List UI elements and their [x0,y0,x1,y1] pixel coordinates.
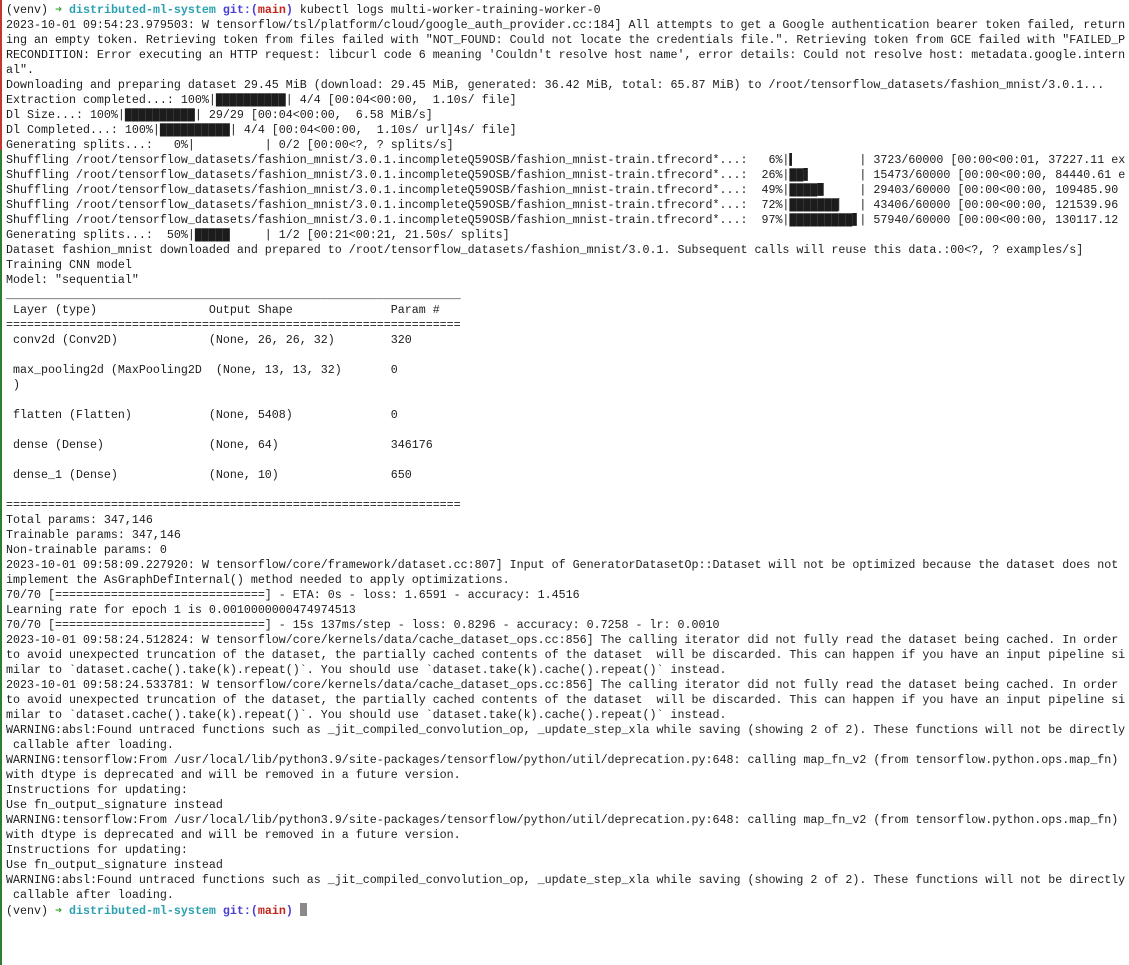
log-line: Learning rate for epoch 1 is 0.0010000000474974513 [6,603,356,617]
log-line: implement the AsGraphDefInternal() method needed to apply optimizations. [6,573,510,587]
venv-label: (venv) [6,904,55,918]
command-prompt-line [6,3,1129,18]
prompt-arrow-icon: ➜ [54,3,62,17]
log-line: Extraction completed...: 100%|██████████| 4/4 [00:04<00:00, 1.10s/ file] [6,93,517,107]
log-line: Use fn_output_signature instead [6,858,223,872]
log-line: 2023-10-01 09:58:09.227920: W tensorflow/core/framework/dataset.cc:807] Input of GeneratorDatasetOp::Dataset will not be optimized because the dataset does not [6,558,1119,572]
log-line: WARNING:tensorflow:From /usr/local/lib/python3.9/site-packages/tensorflow/python/util/deprecation.py:648: calling map_fn_v2 (from tensorflow.python.ops.map_fn) [6,813,1119,827]
log-line: Instructions for updating: [6,783,188,797]
prompt-arrow-icon: ➜ [54,904,62,918]
log-line: Training CNN model [6,258,132,272]
log-line: Shuffling /root/tensorflow_datasets/fashion_mnist/3.0.1.incompleteQ59OSB/fashion_mnist-train.tfrecord*...: 6%|▍ | 3723/60000 [00:00<00:01, 37227.11 ex [6,153,1126,167]
prompt-directory: distributed-ml-system [69,3,216,17]
log-line: Dl Size...: 100%|██████████| 29/29 [00:04<00:00, 6.58 MiB/s] [6,108,433,122]
log-line: Total params: 347,146 [6,513,153,527]
log-line: Model: "sequential" [6,273,139,287]
log-line: Dl Completed...: 100%|██████████| 4/4 [00:04<00:00, 1.10s/ url]4s/ file] [6,123,517,137]
log-line: 70/70 [==============================] - 15s 137ms/step - loss: 0.8296 - accuracy: 0.7258 - lr: 0.0010 [6,618,720,632]
log-output [6,18,1129,903]
log-line: 2023-10-01 09:58:24.533781: W tensorflow/core/kernels/data/cache_dataset_ops.cc:856] The calling iterator did not fully read the dataset being cached. In order [6,678,1119,692]
log-line: to avoid unexpected truncation of the dataset, the partially cached contents of the dataset will be discarded. This can happen if you have an input pipeline si [6,693,1126,707]
log-line [6,453,1129,468]
log-line: dense (Dense) (None, 64) 346176 [6,438,461,452]
log-line: to avoid unexpected truncation of the dataset, the partially cached contents of the dataset will be discarded. This can happen if you have an input pipeline si [6,648,1126,662]
log-line: Shuffling /root/tensorflow_datasets/fashion_mnist/3.0.1.incompleteQ59OSB/fashion_mnist-train.tfrecord*...: 49%|████▉ | 29403/60000 [00:00<00:00, 109485.90 [6,183,1119,197]
log-line: flatten (Flatten) (None, 5408) 0 [6,408,461,422]
log-line: milar to `dataset.cache().take(k).repeat()`. You should use `dataset.take(k).cache().repeat()` instead. [6,708,727,722]
log-line: Shuffling /root/tensorflow_datasets/fashion_mnist/3.0.1.incompleteQ59OSB/fashion_mnist-train.tfrecord*...: 72%|███████▏ | 43406/60000 [00:00<00:00, 121539.96 [6,198,1119,212]
command-text: kubectl logs multi-worker-training-worker-0 [299,3,601,17]
git-prefix: git:( [222,904,258,918]
git-suffix: ) [285,904,293,918]
log-line: Generating splits...: 0%| | 0/2 [00:00<?, ? splits/s] [6,138,454,152]
log-line: milar to `dataset.cache().take(k).repeat()`. You should use `dataset.take(k).cache().repeat()` instead. [6,663,727,677]
text-cursor[interactable] [300,903,307,916]
log-line: Shuffling /root/tensorflow_datasets/fashion_mnist/3.0.1.incompleteQ59OSB/fashion_mnist-train.tfrecord*...: 26%|██▋ | 15473/60000 [00:00<00:00, 84440.61 e [6,168,1126,182]
log-line: 70/70 [==============================] - ETA: 0s - loss: 1.6591 - accuracy: 1.4516 [6,588,580,602]
log-line: Trainable params: 347,146 [6,528,181,542]
active-prompt-line[interactable] [6,903,1129,918]
log-line: al". [6,63,34,77]
log-line [6,423,1129,438]
log-line: 2023-10-01 09:54:23.979503: W tensorflow/tsl/platform/cloud/google_auth_provider.cc:184] All attempts to get a Google authentication bearer token failed, return [6,18,1126,32]
log-line: ================================================================= [6,318,461,332]
log-line: 2023-10-01 09:58:24.512824: W tensorflow/core/kernels/data/cache_dataset_ops.cc:856] The calling iterator did not fully read the dataset being cached. In order [6,633,1119,647]
log-line: Generating splits...: 50%|█████ | 1/2 [00:21<00:21, 21.50s/ splits] [6,228,510,242]
log-line: Downloading and preparing dataset 29.45 MiB (download: 29.45 MiB, generated: 36.42 MiB, total: 65.87 MiB) to /root/tensorflow_datasets/fashion_mnist/3.0.1... [6,78,1105,92]
log-line: Use fn_output_signature instead [6,798,223,812]
log-line: Instructions for updating: [6,843,188,857]
git-prefix: git:( [222,3,258,17]
log-line: dense_1 (Dense) (None, 10) 650 [6,468,461,482]
prompt-directory: distributed-ml-system [69,904,216,918]
log-line: max_pooling2d (MaxPooling2D (None, 13, 13, 32) 0 [6,363,461,377]
log-line: Dataset fashion_mnist downloaded and prepared to /root/tensorflow_datasets/fashion_mnist/3.0.1. Subsequent calls will reuse this data.:00<?, ? examples/s] [6,243,1084,257]
log-line: Layer (type) Output Shape Param # [6,303,461,317]
log-line: conv2d (Conv2D) (None, 26, 26, 32) 320 [6,333,461,347]
log-line: ) [6,378,20,392]
log-line: RECONDITION: Error executing an HTTP request: libcurl code 6 meaning 'Couldn't resolve host name', error details: Could not resolve host: metadata.google.intern [6,48,1126,62]
log-line: WARNING:tensorflow:From /usr/local/lib/python3.9/site-packages/tensorflow/python/util/deprecation.py:648: calling map_fn_v2 (from tensorflow.python.ops.map_fn) [6,753,1119,767]
git-branch: main [257,3,286,17]
log-line: Non-trainable params: 0 [6,543,167,557]
terminal-edge-marker [0,0,2,965]
log-line [6,393,1129,408]
log-line: Shuffling /root/tensorflow_datasets/fashion_mnist/3.0.1.incompleteQ59OSB/fashion_mnist-train.tfrecord*...: 97%|█████████▋| 57940/60000 [00:00<00:00, 130117.12 [6,213,1119,227]
git-suffix: ) [285,3,293,17]
log-line: with dtype is deprecated and will be removed in a future version. [6,768,461,782]
log-line: callable after loading. [6,888,174,902]
log-line: _________________________________________________________________ [6,288,461,302]
log-line: callable after loading. [6,738,174,752]
log-line: WARNING:absl:Found untraced functions such as _jit_compiled_convolution_op, _update_step_xla while saving (showing 2 of 2). These functions will not be directly [6,723,1126,737]
log-line [6,348,1129,363]
log-line: ================================================================= [6,498,461,512]
log-line: with dtype is deprecated and will be removed in a future version. [6,828,461,842]
log-line: WARNING:absl:Found untraced functions such as _jit_compiled_convolution_op, _update_step_xla while saving (showing 2 of 2). These functions will not be directly [6,873,1126,887]
log-line [6,483,1129,498]
git-branch: main [257,904,286,918]
log-line: ing an empty token. Retrieving token from files failed with "NOT_FOUND: Could not locate the credentials file.". Retrieving token from GCE failed with "FAILED_P [6,33,1126,47]
venv-label: (venv) [6,3,55,17]
